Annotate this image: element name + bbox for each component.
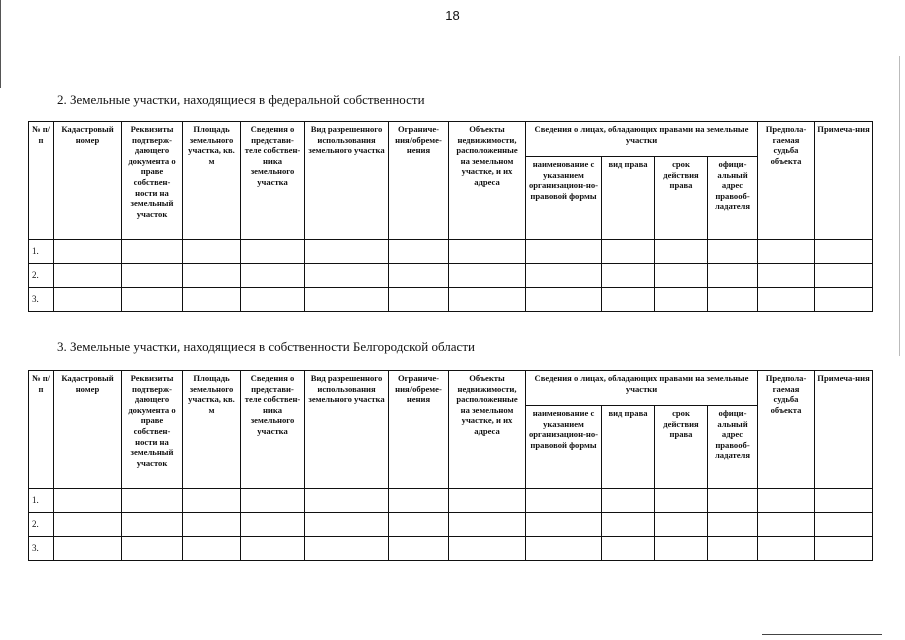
header-objects: Объекты недвижимости, расположенные на земельном участке, и их адреса bbox=[449, 371, 526, 489]
scan-edge-right bbox=[899, 56, 900, 356]
header-permitted-use: Вид разрешенного использования земельного участка bbox=[305, 371, 389, 489]
header-notes: Примеча-ния bbox=[815, 371, 873, 489]
row-number: 1. bbox=[29, 240, 54, 264]
header-cadastral: Кадастровый номер bbox=[54, 122, 122, 240]
header-rights-name: наименование с указанием организацион-но-правовой формы bbox=[526, 406, 602, 489]
row-number: 1. bbox=[29, 489, 54, 513]
page-number: 18 bbox=[445, 8, 460, 23]
header-rights-name: наименование с указанием организацион-но-правовой формы bbox=[526, 157, 602, 240]
federal-land-table bbox=[28, 121, 873, 312]
header-fate: Предпола-гаемая судьба объекта bbox=[758, 122, 815, 240]
header-rights-term: срок действия права bbox=[655, 157, 708, 240]
header-rights-address: офици-альный адрес правооб-ладателя bbox=[708, 406, 758, 489]
section-title-belgorod: 3. Земельные участки, находящиеся в собственности Белгородской области bbox=[57, 339, 475, 354]
section-title-federal: 2. Земельные участки, находящиеся в федеральной собственности bbox=[57, 92, 425, 107]
table-header-row bbox=[29, 371, 873, 406]
header-owner-info: Сведения о представи-теле собствен-ника земельного участка bbox=[241, 371, 305, 489]
header-rights-type: вид права bbox=[602, 406, 655, 489]
scan-mark-bottom bbox=[762, 634, 882, 635]
header-owner-info: Сведения о представи-теле собствен-ника земельного участка bbox=[241, 122, 305, 240]
header-encumbrances: Ограниче-ния/обреме-нения bbox=[389, 371, 449, 489]
header-requisites: Реквизиты подтверж-дающего документа о праве собствен-ности на земельный участок bbox=[122, 122, 183, 240]
header-fate: Предпола-гаемая судьба объекта bbox=[758, 371, 815, 489]
header-notes: Примеча-ния bbox=[815, 122, 873, 240]
header-rights-group: Сведения о лицах, обладающих правами на земельные участки bbox=[526, 122, 758, 157]
belgorod-land-table bbox=[28, 370, 873, 561]
table-row bbox=[29, 513, 873, 537]
header-rights-group: Сведения о лицах, обладающих правами на земельные участки bbox=[526, 371, 758, 406]
header-requisites: Реквизиты подтверж-дающего документа о праве собствен-ности на земельный участок bbox=[122, 371, 183, 489]
header-rights-term: срок действия права bbox=[655, 406, 708, 489]
table-row bbox=[29, 288, 873, 312]
table-row bbox=[29, 264, 873, 288]
header-rights-type: вид права bbox=[602, 157, 655, 240]
table-row bbox=[29, 537, 873, 561]
table-header-row bbox=[29, 122, 873, 157]
header-area: Площадь земельного участка, кв. м bbox=[183, 371, 241, 489]
row-number: 2. bbox=[29, 513, 54, 537]
scan-edge-left bbox=[0, 0, 1, 88]
table-row bbox=[29, 240, 873, 264]
header-cadastral: Кадастровый номер bbox=[54, 371, 122, 489]
row-number: 3. bbox=[29, 537, 54, 561]
header-rights-address: офици-альный адрес правооб-ладателя bbox=[708, 157, 758, 240]
row-number: 2. bbox=[29, 264, 54, 288]
header-area: Площадь земельного участка, кв. м bbox=[183, 122, 241, 240]
header-permitted-use: Вид разрешенного использования земельного участка bbox=[305, 122, 389, 240]
header-num: № п/п bbox=[29, 371, 54, 489]
table-row bbox=[29, 489, 873, 513]
header-encumbrances: Ограниче-ния/обреме-нения bbox=[389, 122, 449, 240]
row-number: 3. bbox=[29, 288, 54, 312]
header-objects: Объекты недвижимости, расположенные на земельном участке, и их адреса bbox=[449, 122, 526, 240]
header-num: № п/п bbox=[29, 122, 54, 240]
